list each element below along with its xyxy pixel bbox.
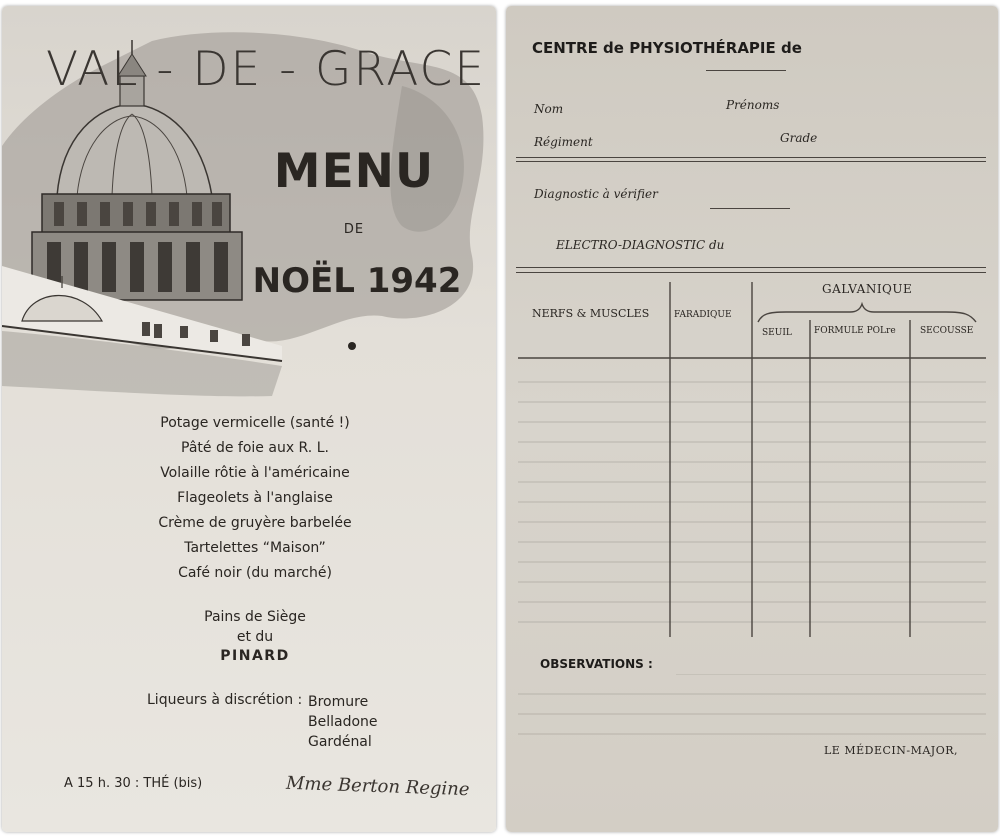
medecin-major-label: LE MÉDECIN-MAJOR, bbox=[824, 744, 958, 757]
separator-line bbox=[516, 157, 986, 158]
menu-de: DE bbox=[343, 222, 365, 237]
list-item: Café noir (du marché) bbox=[178, 565, 332, 581]
dish-list bbox=[62, 411, 448, 586]
list-item: Flageolets à l'anglaise bbox=[177, 490, 333, 506]
electro-diagnostic-label: ELECTRO-DIAGNOSTIC du bbox=[556, 238, 725, 252]
separator-line bbox=[516, 267, 986, 268]
header-faradique: FARADIQUE bbox=[674, 310, 732, 320]
list-item: Bromure bbox=[308, 694, 369, 710]
list-item: Belladone bbox=[308, 714, 378, 730]
liqueurs-list bbox=[308, 692, 378, 752]
header-formule: FORMULE POLre bbox=[814, 326, 896, 336]
list-item: Tartelettes “Maison” bbox=[184, 540, 326, 556]
prenoms-label: Prénoms bbox=[726, 98, 780, 112]
menu-title: MENU bbox=[273, 144, 435, 199]
list-item: Potage vermicelle (santé !) bbox=[160, 415, 350, 431]
pinard-label: PINARD bbox=[220, 648, 290, 664]
observations-label: OBSERVATIONS : bbox=[540, 657, 653, 671]
list-item: Volaille rôtie à l'américaine bbox=[160, 465, 350, 481]
header-galvanique: GALVANIQUE bbox=[822, 282, 913, 296]
diagnostic-label: Diagnostic à vérifier bbox=[534, 187, 658, 201]
grade-label: Grade bbox=[780, 131, 818, 145]
header-nerfs-muscles: NERFS & MUSCLES bbox=[532, 307, 650, 320]
menu-card bbox=[2, 6, 496, 832]
pains-block bbox=[62, 607, 448, 647]
list-item: Gardénal bbox=[308, 734, 372, 750]
top-title: VAL - DE - GRACE bbox=[46, 42, 487, 97]
list-item: Pâté de foie aux R. L. bbox=[181, 440, 329, 456]
physiotherapy-form-card bbox=[506, 6, 998, 832]
list-item: Crème de gruyère barbelée bbox=[158, 515, 352, 531]
field-underline bbox=[710, 208, 790, 209]
header-seuil: SEUIL bbox=[762, 328, 792, 338]
title-underline bbox=[706, 70, 786, 71]
pains-line1: Pains de Siège bbox=[204, 609, 306, 625]
liqueurs-label: Liqueurs à discrétion : bbox=[147, 692, 303, 708]
electro-diagnostic-table-grid bbox=[506, 272, 998, 642]
form-title: CENTRE de PHYSIOTHÉRAPIE de bbox=[532, 39, 802, 57]
nom-label: Nom bbox=[534, 102, 564, 116]
menu-event: NOËL 1942 bbox=[252, 261, 462, 301]
header-secousse: SECOUSSE bbox=[920, 326, 974, 336]
regiment-label: Régiment bbox=[534, 135, 593, 149]
separator-line bbox=[516, 161, 986, 162]
observations-lines bbox=[506, 674, 998, 744]
handwritten-signature: Mme Berton Regine bbox=[285, 772, 470, 801]
pains-line2: et du bbox=[236, 629, 274, 645]
tea-time: A 15 h. 30 : THÉ (bis) bbox=[64, 776, 203, 791]
